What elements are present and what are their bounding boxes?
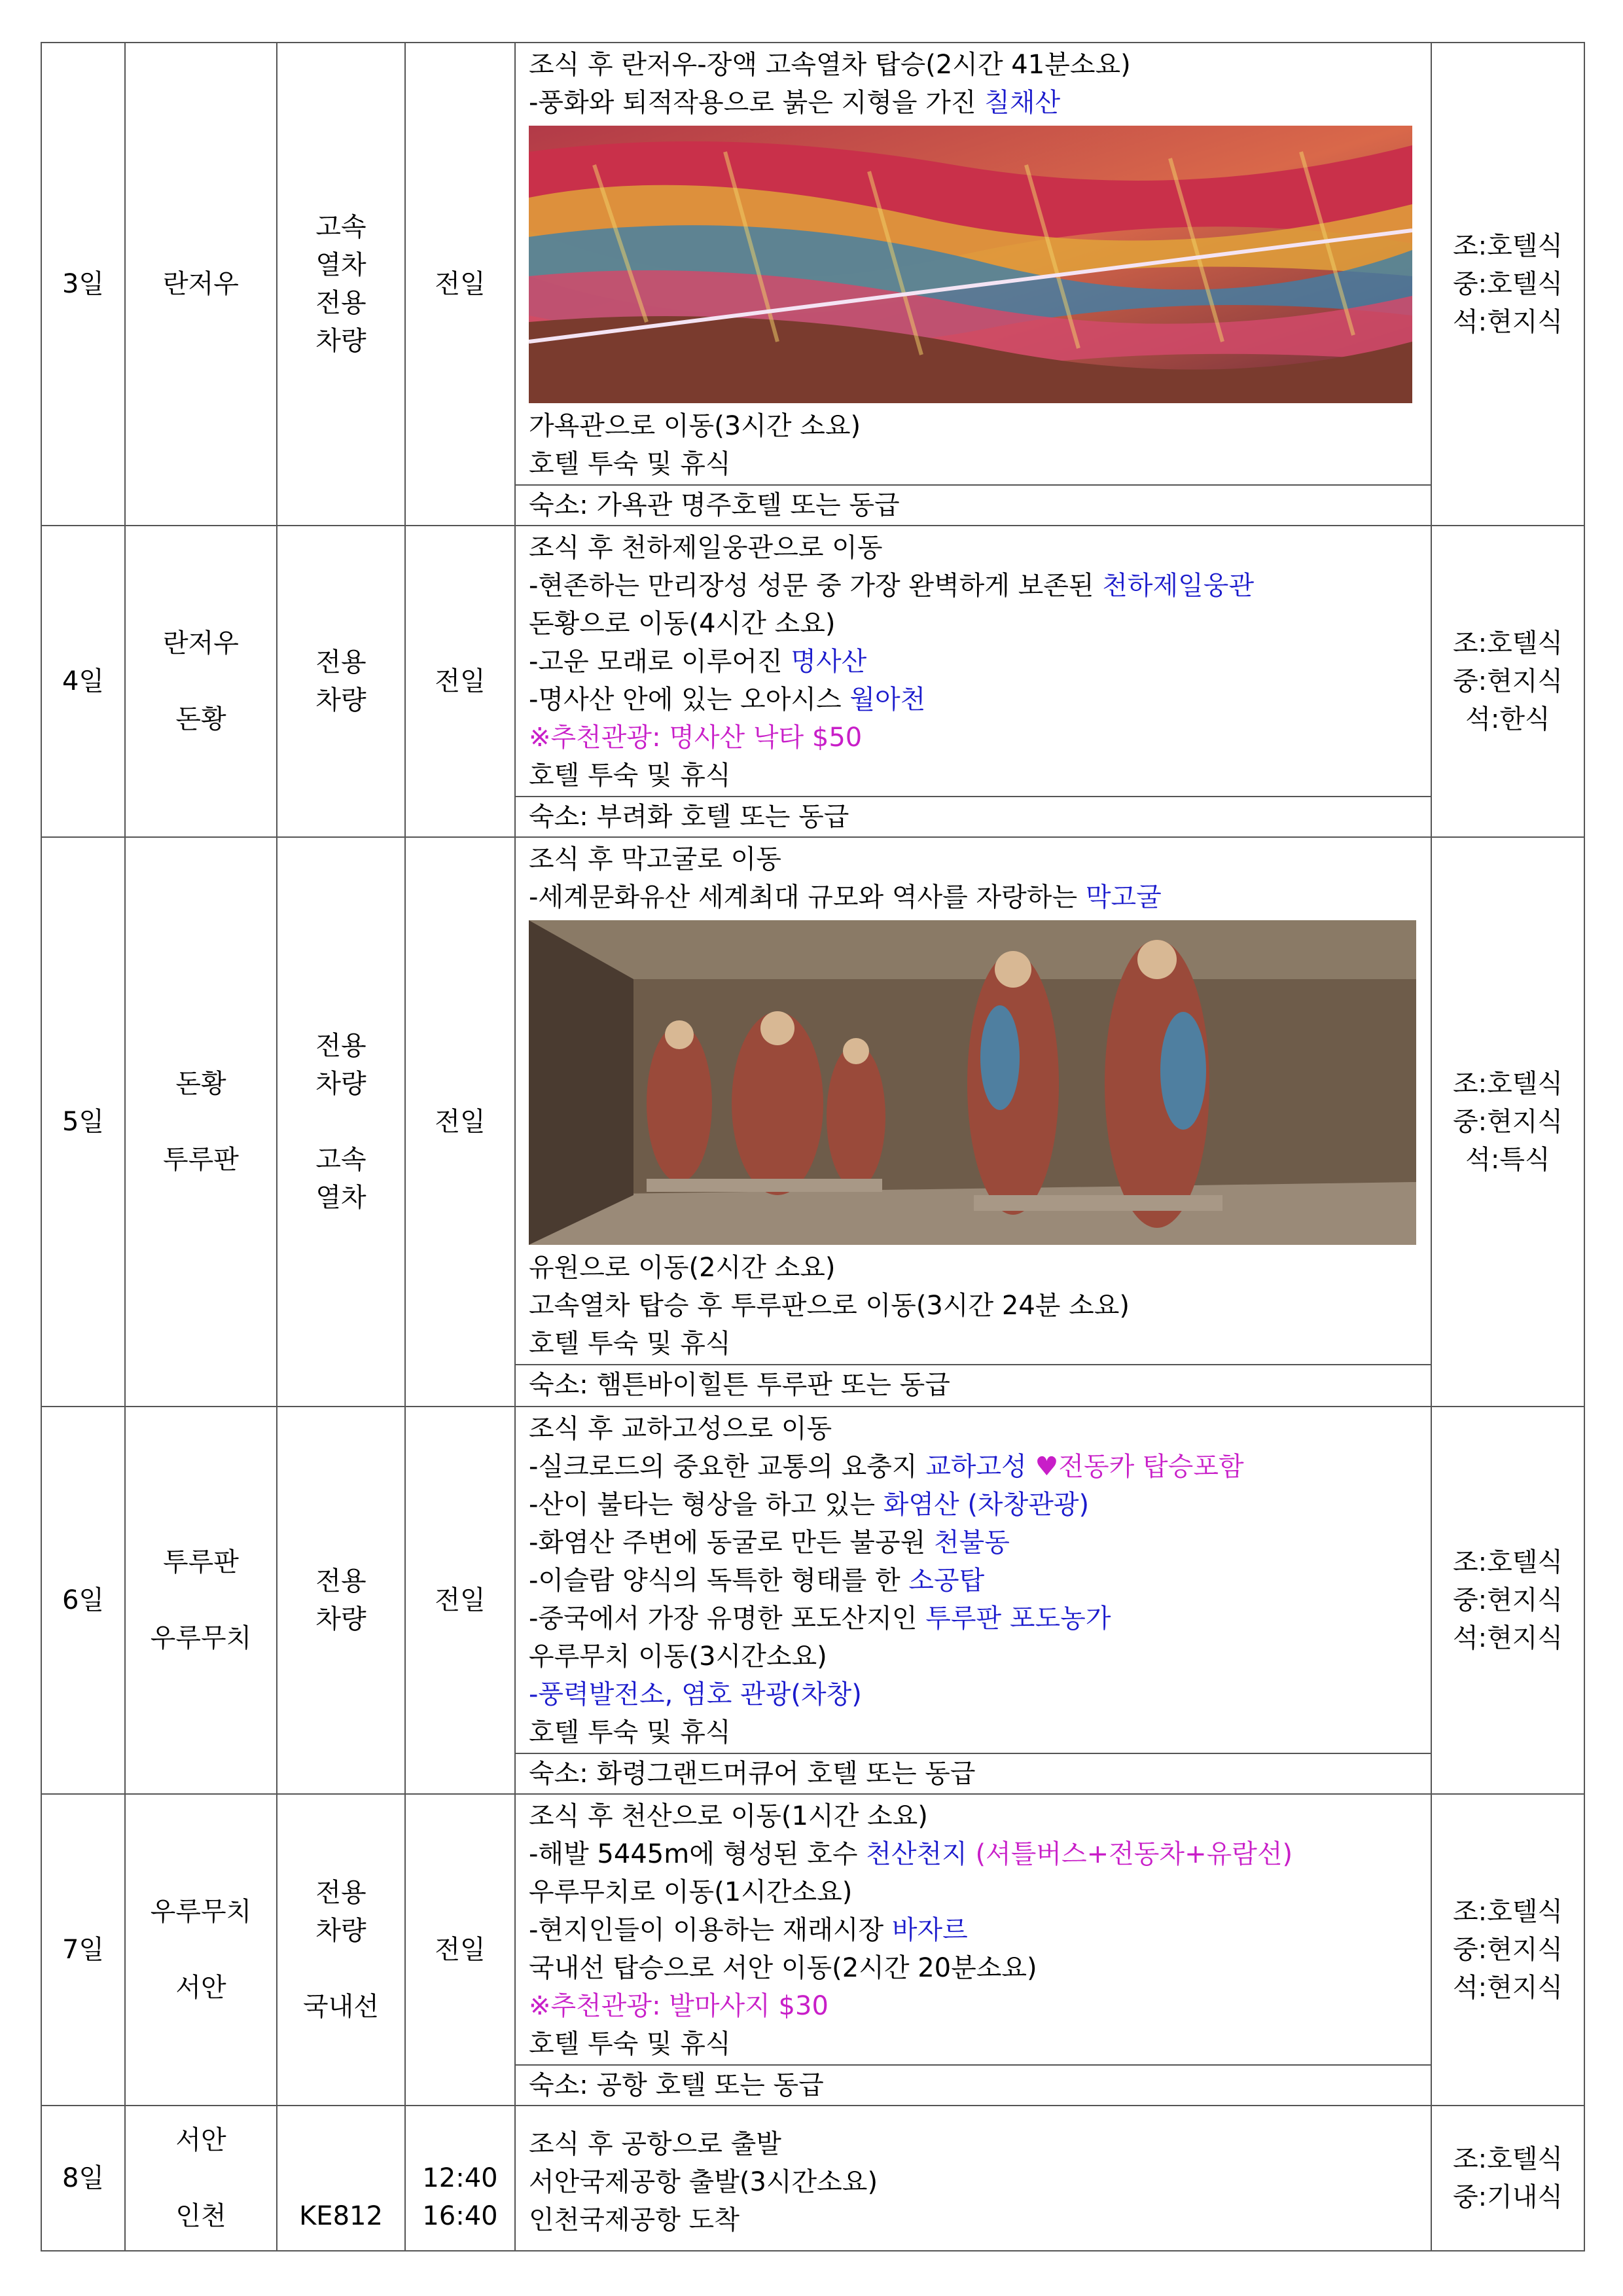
schedule-line <box>529 1325 1421 1363</box>
schedule-line <box>529 840 1421 878</box>
meal-text: 석:현지식 <box>1452 1973 1563 2003</box>
place-text: 서안 <box>175 1973 226 2003</box>
place-text: 우루무치 <box>150 1897 252 1927</box>
flight-number: KE812 <box>299 2201 383 2231</box>
transport-cell <box>277 1407 405 1794</box>
lodging-text: 숙소: 공항 호텔 또는 동급 <box>516 2064 1431 2105</box>
schedule-line <box>529 1638 1421 1676</box>
schedule-lines <box>516 1249 1431 1364</box>
schedule-line <box>529 567 1421 605</box>
transport-cell <box>277 526 405 837</box>
schedule-line <box>529 1249 1421 1287</box>
place-cell <box>125 526 277 837</box>
schedule-line <box>529 681 1421 719</box>
meal-text: 중:현지식 <box>1452 1935 1563 1965</box>
place-text: 란저우 <box>163 269 239 299</box>
schedule-line <box>529 1287 1421 1325</box>
meal-text: 중:호텔식 <box>1452 269 1563 299</box>
departure-time: 12:40 <box>422 2163 498 2193</box>
schedule-text: -현지인들이 이용하는 재래시장 <box>529 1915 892 1945</box>
transport-text: 전용 <box>315 647 366 677</box>
schedule-text: 우루무치로 이동(1시간소요) <box>529 1877 853 1907</box>
time-cell: 전일 <box>405 1794 515 2106</box>
schedule-lines <box>516 2116 1431 2240</box>
schedule-text: -화염산 주변에 동굴로 만든 불공원 <box>529 1528 934 1558</box>
place-cell <box>125 1407 277 1794</box>
meals-cell <box>1431 837 1584 1407</box>
highlight-text: ♥전동카 탑승포함 <box>1035 1452 1244 1482</box>
schedule-line <box>529 643 1421 681</box>
highlight-text: 화염산 (차창관광) <box>883 1490 1090 1520</box>
meal-text: 중:현지식 <box>1452 666 1563 696</box>
buddha-statues-image <box>529 920 1416 1245</box>
schedule-text: -명사산 안에 있는 오아시스 <box>529 685 850 715</box>
transport-text: 열차 <box>315 1183 366 1213</box>
time-cell <box>405 2106 515 2251</box>
lodging-text: 숙소: 화령그랜드머큐어 호텔 또는 동급 <box>516 1753 1431 1793</box>
highlight-text: 막고굴 <box>1085 882 1162 912</box>
schedule-text: 인천국제공항 도착 <box>529 2205 740 2235</box>
meal-text: 조:호텔식 <box>1452 1547 1563 1577</box>
highlight-text: (셔틀버스+전동차+유람선) <box>975 1839 1293 1869</box>
schedule-line <box>529 1911 1421 1949</box>
schedule-line <box>529 1949 1421 1987</box>
schedule-cell <box>515 1407 1431 1794</box>
schedule-line <box>529 2201 1421 2239</box>
transport-text: 차량 <box>315 326 366 356</box>
lodging-text: 숙소: 가욕관 명주호텔 또는 동급 <box>516 484 1431 525</box>
schedule-lines <box>516 1795 1431 2064</box>
schedule-line <box>529 605 1421 643</box>
schedule-line <box>529 1448 1421 1486</box>
day-row <box>41 1407 1584 1794</box>
schedule-line <box>529 1410 1421 1448</box>
transport-text: 차량 <box>315 1916 366 1946</box>
schedule-text: 호텔 투숙 및 휴식 <box>529 1717 731 1748</box>
day-cell: 6일 <box>41 1407 125 1794</box>
meals-cell <box>1431 2106 1584 2251</box>
schedule-line <box>529 1987 1421 2025</box>
highlight-text: 바자르 <box>891 1915 968 1945</box>
schedule-line <box>529 1562 1421 1600</box>
meal-text: 조:호텔식 <box>1452 1897 1563 1927</box>
schedule-text: 국내선 탑승으로 서안 이동(2시간 20분소요) <box>529 1953 1037 1983</box>
time-cell: 전일 <box>405 526 515 837</box>
transport-cell <box>277 1794 405 2106</box>
day-cell: 8일 <box>41 2106 125 2251</box>
place-cell <box>125 837 277 1407</box>
meal-text: 석:특식 <box>1465 1145 1550 1175</box>
schedule-line <box>529 1797 1421 1835</box>
place-cell <box>125 43 277 526</box>
transport-text: 전용 <box>315 1566 366 1596</box>
itinerary-table <box>41 42 1585 2251</box>
schedule-lines <box>516 526 1431 796</box>
schedule-line <box>529 46 1421 84</box>
schedule-text: 조식 후 교하고성으로 이동 <box>529 1414 832 1444</box>
danxia-landform-photo <box>529 126 1412 403</box>
highlight-text: ※추천관광: 발마사지 $30 <box>529 1991 829 2021</box>
schedule-text: -실크로드의 중요한 교통의 요충지 <box>529 1452 926 1482</box>
schedule-lines <box>516 407 1431 484</box>
highlight-text: ※추천관광: 명사산 낙타 $50 <box>529 723 863 753</box>
place-text: 돈황 <box>175 1069 226 1099</box>
schedule-line <box>529 1713 1421 1751</box>
schedule-text: 호텔 투숙 및 휴식 <box>529 449 731 479</box>
schedule-lines <box>516 1407 1431 1753</box>
schedule-text: -이슬람 양식의 독특한 형태를 한 <box>529 1566 909 1596</box>
transport-cell <box>277 837 405 1407</box>
day-row <box>41 43 1584 526</box>
schedule-text: -해발 5445m에 형성된 호수 <box>529 1839 866 1869</box>
meal-text: 조:호텔식 <box>1452 231 1563 261</box>
schedule-line <box>529 1835 1421 1873</box>
schedule-text: 돈황으로 이동(4시간 소요) <box>529 609 836 639</box>
highlight-text: -풍력발전소, 염호 관광(차창) <box>529 1679 862 1710</box>
schedule-line <box>529 1524 1421 1562</box>
schedule-text: 서안국제공항 출발(3시간소요) <box>529 2167 878 2197</box>
schedule-text: 우루무치 이동(3시간소요) <box>529 1641 827 1672</box>
highlight-text: 소공탑 <box>908 1566 985 1596</box>
lodging-text: 숙소: 부려화 호텔 또는 동급 <box>516 796 1431 836</box>
meal-text: 중:현지식 <box>1452 1585 1563 1615</box>
place-text: 투루판 <box>163 1547 239 1577</box>
time-cell: 전일 <box>405 43 515 526</box>
schedule-line <box>529 2125 1421 2163</box>
schedule-line <box>529 2163 1421 2201</box>
highlight-text: 천산천지 <box>866 1839 976 1869</box>
transport-cell <box>277 43 405 526</box>
schedule-cell <box>515 837 1431 1407</box>
schedule-text: -현존하는 만리장성 성문 중 가장 완벽하게 보존된 <box>529 571 1103 601</box>
transport-cell <box>277 2106 405 2251</box>
arrival-time: 16:40 <box>422 2201 498 2231</box>
place-text: 우루무치 <box>150 1623 252 1653</box>
schedule-text: 가욕관으로 이동(3시간 소요) <box>529 411 861 441</box>
place-text: 인천 <box>175 2201 226 2231</box>
schedule-text: 조식 후 천하제일웅관으로 이동 <box>529 533 883 563</box>
transport-text: 전용 <box>315 288 366 318</box>
schedule-text: 유원으로 이동(2시간 소요) <box>529 1253 836 1283</box>
schedule-cell <box>515 2106 1431 2251</box>
highlight-text: 명사산 <box>791 647 867 677</box>
schedule-text: -세계문화유산 세계최대 규모와 역사를 자랑하는 <box>529 882 1086 912</box>
schedule-line <box>529 878 1421 916</box>
meal-text: 중:현지식 <box>1452 1107 1563 1137</box>
meal-text: 중:기내식 <box>1452 2182 1563 2212</box>
rainbow-mountains-image <box>529 126 1412 403</box>
place-cell <box>125 1794 277 2106</box>
highlight-text: 천하제일웅관 <box>1102 571 1255 601</box>
schedule-cell <box>515 1794 1431 2106</box>
meal-text: 석:한식 <box>1465 704 1550 734</box>
transport-text: 고속 <box>315 1145 366 1175</box>
meals-cell <box>1431 526 1584 837</box>
place-text: 란저우 <box>163 628 239 658</box>
meals-cell <box>1431 1407 1584 1794</box>
schedule-text: 호텔 투숙 및 휴식 <box>529 2029 731 2059</box>
transport-text: 열차 <box>315 250 366 280</box>
day-row <box>41 1794 1584 2106</box>
transport-text: 고속 <box>315 212 366 242</box>
schedule-text: 호텔 투숙 및 휴식 <box>529 761 731 791</box>
highlight-text: 월아천 <box>849 685 926 715</box>
schedule-text: -풍화와 퇴적작용으로 붉은 지형을 가진 <box>529 88 985 118</box>
schedule-text: -중국에서 가장 유명한 포도산지인 <box>529 1604 926 1634</box>
transport-text: 차량 <box>315 685 366 715</box>
schedule-line <box>529 719 1421 757</box>
place-text: 서안 <box>175 2125 226 2155</box>
schedule-line <box>529 2025 1421 2063</box>
schedule-line <box>529 529 1421 567</box>
highlight-text: 칠채산 <box>984 88 1061 118</box>
transport-text: 전용 <box>315 1878 366 1908</box>
schedule-line <box>529 1600 1421 1638</box>
mogao-caves-photo <box>529 920 1416 1245</box>
day-cell: 5일 <box>41 837 125 1407</box>
schedule-line <box>529 1486 1421 1524</box>
place-cell <box>125 2106 277 2251</box>
place-text: 돈황 <box>175 704 226 734</box>
schedule-text: 조식 후 공항으로 출발 <box>529 2129 781 2159</box>
schedule-text: -산이 불타는 형상을 하고 있는 <box>529 1490 883 1520</box>
schedule-text: -고운 모래로 이루어진 <box>529 647 791 677</box>
transport-text: 전용 <box>315 1031 366 1061</box>
day-cell: 7일 <box>41 1794 125 2106</box>
highlight-text: 교하고성 <box>925 1452 1035 1482</box>
highlight-text: 투루판 포도농가 <box>925 1604 1111 1634</box>
schedule-line <box>529 445 1421 483</box>
day-row <box>41 837 1584 1407</box>
schedule-line <box>529 84 1421 122</box>
schedule-text: 조식 후 천산으로 이동(1시간 소요) <box>529 1801 928 1831</box>
day-row <box>41 526 1584 837</box>
day-row <box>41 2106 1584 2251</box>
transport-text: 차량 <box>315 1604 366 1634</box>
lodging-text: 숙소: 햄튼바이힐튼 투루판 또는 동급 <box>516 1364 1431 1405</box>
meal-text: 조:호텔식 <box>1452 628 1563 658</box>
meals-cell <box>1431 1794 1584 2106</box>
meal-text: 조:호텔식 <box>1452 2144 1563 2174</box>
schedule-cell <box>515 43 1431 526</box>
schedule-lines <box>516 43 1431 123</box>
schedule-line <box>529 407 1421 445</box>
meals-cell <box>1431 43 1584 526</box>
schedule-text: 조식 후 막고굴로 이동 <box>529 844 781 874</box>
day-cell: 4일 <box>41 526 125 837</box>
schedule-text: 조식 후 란저우-장액 고속열차 탑승(2시간 41분소요) <box>529 50 1131 80</box>
meal-text: 석:현지식 <box>1452 307 1563 337</box>
schedule-line <box>529 757 1421 795</box>
highlight-text: 천불동 <box>933 1528 1010 1558</box>
time-cell: 전일 <box>405 1407 515 1794</box>
place-text: 투루판 <box>163 1145 239 1175</box>
time-cell: 전일 <box>405 837 515 1407</box>
schedule-text: 호텔 투숙 및 휴식 <box>529 1329 731 1359</box>
meal-text: 조:호텔식 <box>1452 1069 1563 1099</box>
day-cell: 3일 <box>41 43 125 526</box>
schedule-lines <box>516 838 1431 918</box>
schedule-text: 고속열차 탑승 후 투루판으로 이동(3시간 24분 소요) <box>529 1291 1130 1321</box>
schedule-cell <box>515 526 1431 837</box>
schedule-line <box>529 1676 1421 1713</box>
transport-text: 차량 <box>315 1069 366 1099</box>
schedule-line <box>529 1873 1421 1911</box>
meal-text: 석:현지식 <box>1452 1623 1563 1653</box>
transport-text: 국내선 <box>303 1992 379 2022</box>
